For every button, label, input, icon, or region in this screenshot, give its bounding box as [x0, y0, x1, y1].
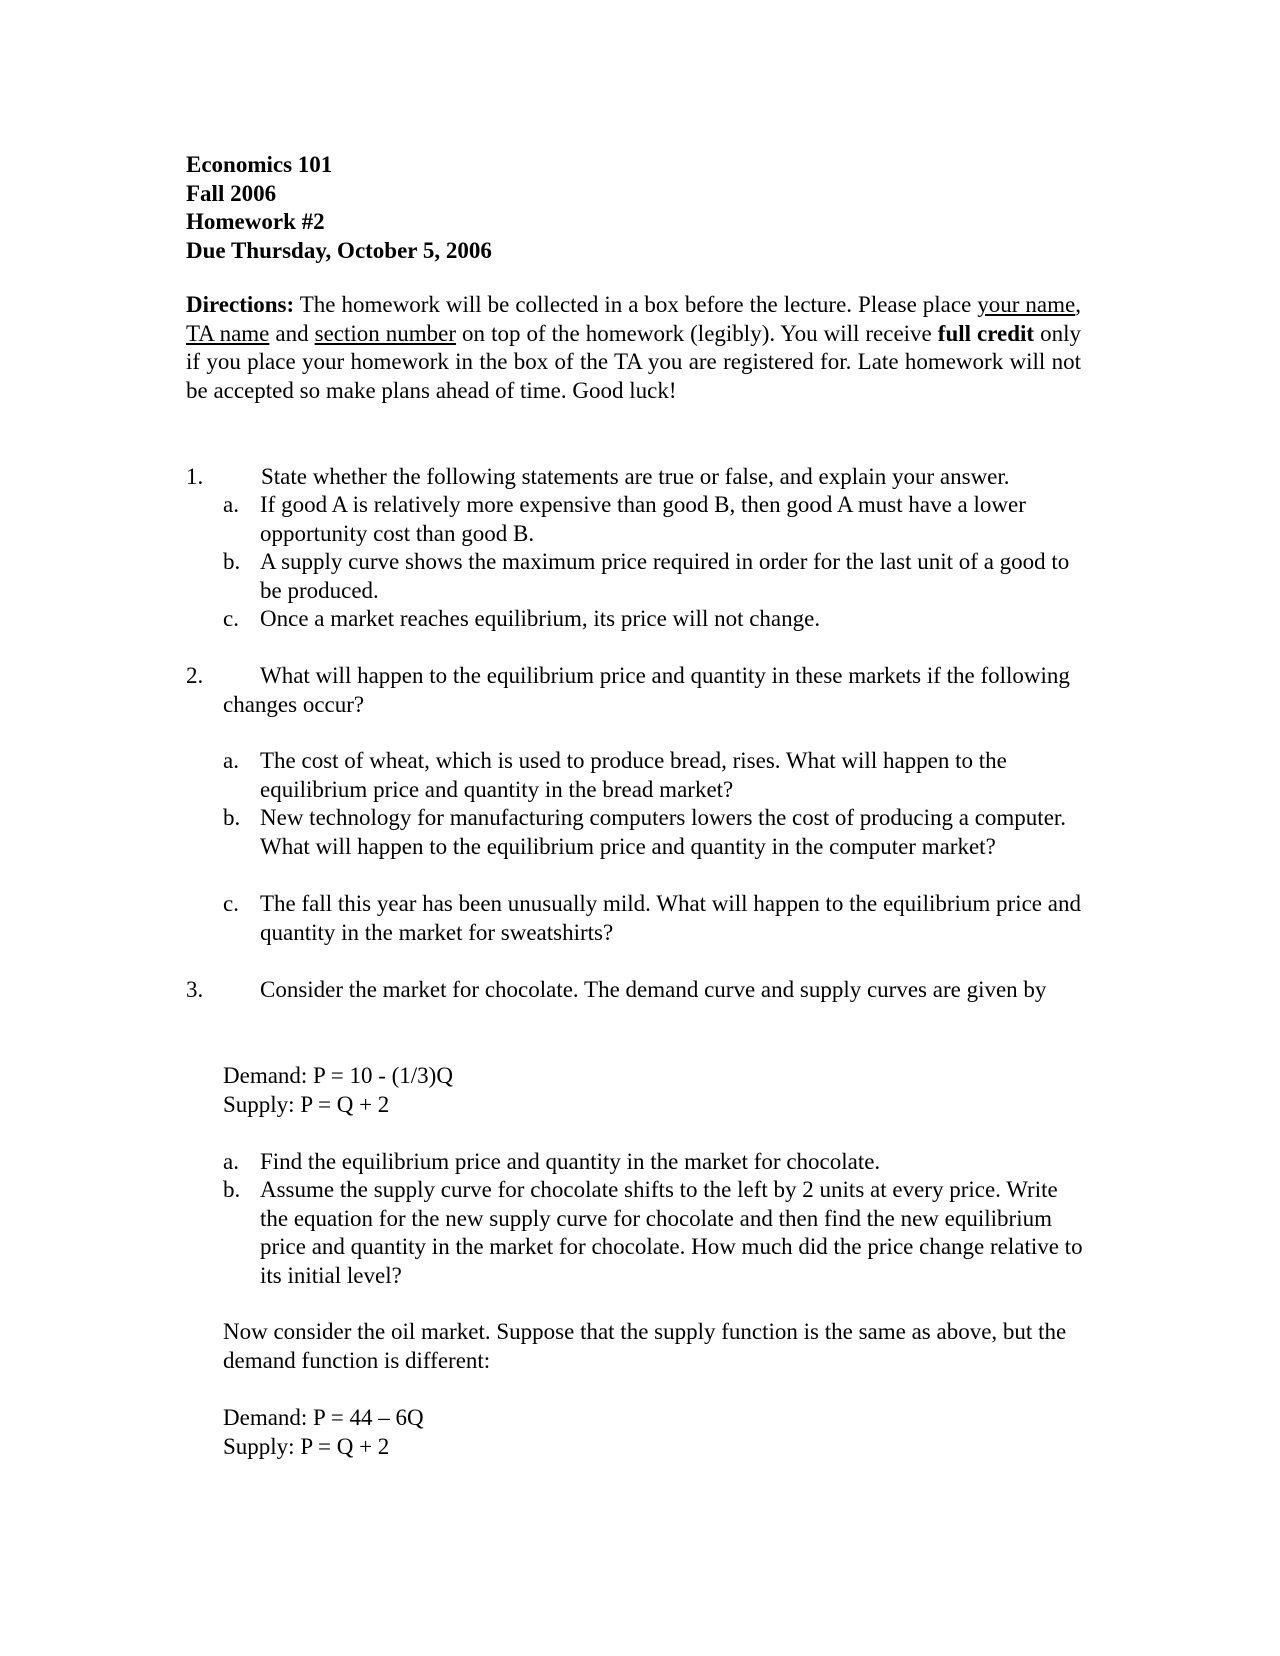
- item-text: New technology for manufacturing computers lowers the cost of producing a computer. What will happen to the equilibrium price and quantity in the computer market?: [260, 805, 1067, 859]
- question-2b: [223, 804, 1083, 861]
- course-title: Economics 101: [186, 152, 333, 177]
- question-1-number: 1.: [186, 464, 204, 489]
- item-label: a.: [223, 748, 239, 773]
- item-text: If good A is relatively more expensive than good B, then good A must have a lower opportunity cost than good B.: [260, 492, 1026, 546]
- question-2c: [223, 890, 1083, 947]
- supply-equation: Supply: P = Q + 2: [223, 1091, 390, 1117]
- question-3a: [223, 1148, 1083, 1177]
- term: Fall 2006: [186, 180, 277, 206]
- question-3-stem: [223, 976, 1083, 1005]
- question-2a: [223, 747, 1083, 804]
- question-1a: [223, 491, 1083, 548]
- item-text: A supply curve shows the maximum price required in order for the last unit of a good to be produced.: [260, 549, 1070, 603]
- item-text: The fall this year has been unusually mild. What will happen to the equilibrium price and quantity in the market for sweatshirts?: [260, 891, 1081, 945]
- item-label: b.: [223, 1177, 241, 1202]
- question-3-stem-text: Consider the market for chocolate. The demand curve and supply curves are given by: [260, 977, 1047, 1002]
- chocolate-equations: [223, 1062, 453, 1119]
- question-1-stem: State whether the following statements are true or false, and explain your answer.: [261, 464, 1010, 489]
- directions-label: Directions:: [186, 292, 295, 317]
- question-3b: [223, 1176, 1083, 1290]
- question-3-number: 3.: [186, 977, 204, 1002]
- directions-text-2: ,: [1075, 292, 1081, 317]
- item-label: b.: [223, 549, 241, 574]
- demand-equation: Demand: P = 10 - (1/3)Q: [223, 1063, 453, 1088]
- oil-equations: [223, 1404, 424, 1461]
- due-date: Due Thursday, October 5, 2006: [186, 237, 492, 263]
- directions-text-3: and: [269, 320, 315, 346]
- item-text: Find the equilibrium price and quantity in the market for chocolate.: [260, 1149, 881, 1174]
- directions-text-1: The homework will be collected in a box before the lecture. Please place: [294, 292, 978, 317]
- your-name-underlined: your name: [977, 292, 1076, 317]
- section-number-underlined: section number: [314, 320, 457, 346]
- oil-market-intro: Now consider the oil market. Suppose that the supply function is the same as above, but the demand function is different:: [223, 1319, 1067, 1373]
- item-label: c.: [223, 891, 239, 916]
- directions-text-4: on top of the homework (legibly). You will receive: [456, 320, 938, 346]
- item-label: a.: [223, 1149, 239, 1174]
- directions-paragraph: [186, 291, 1081, 405]
- item-label: a.: [223, 492, 239, 517]
- question-1b: [223, 548, 1083, 605]
- assignment-title: Homework #2: [186, 209, 325, 235]
- item-text: Assume the supply curve for chocolate shifts to the left by 2 units at every price. Write the equation for the new supply curve for chocolate and then find the new equilibrium price and quantity in the market for chocolate. How much did the price change relative to its initial level?: [260, 1177, 1083, 1288]
- ta-name-underlined: TA name: [186, 320, 270, 346]
- document-header: [186, 151, 492, 265]
- item-text: The cost of wheat, which is used to produce bread, rises. What will happen to the equilibrium price and quantity in the bread market?: [260, 748, 1007, 802]
- question-2-number: 2.: [186, 663, 204, 688]
- oil-supply-equation: Supply: P = Q + 2: [223, 1433, 390, 1459]
- oil-demand-equation: Demand: P = 44 – 6Q: [223, 1405, 424, 1430]
- question-1c: [223, 605, 1083, 634]
- question-2-stem-text: What will happen to the equilibrium price and quantity in these markets if the following changes occur?: [223, 663, 1070, 717]
- full-credit-bold: full credit: [937, 320, 1035, 346]
- directions-text-5: only if you place your homework in the box of the TA you are registered for. Late homework will not be accepted so make plans ahead of time. Good luck!: [186, 320, 1081, 403]
- item-text: Once a market reaches equilibrium, its price will not change.: [260, 606, 821, 631]
- item-label: b.: [223, 805, 241, 830]
- item-label: c.: [223, 606, 239, 631]
- question-2-stem: [223, 662, 1083, 719]
